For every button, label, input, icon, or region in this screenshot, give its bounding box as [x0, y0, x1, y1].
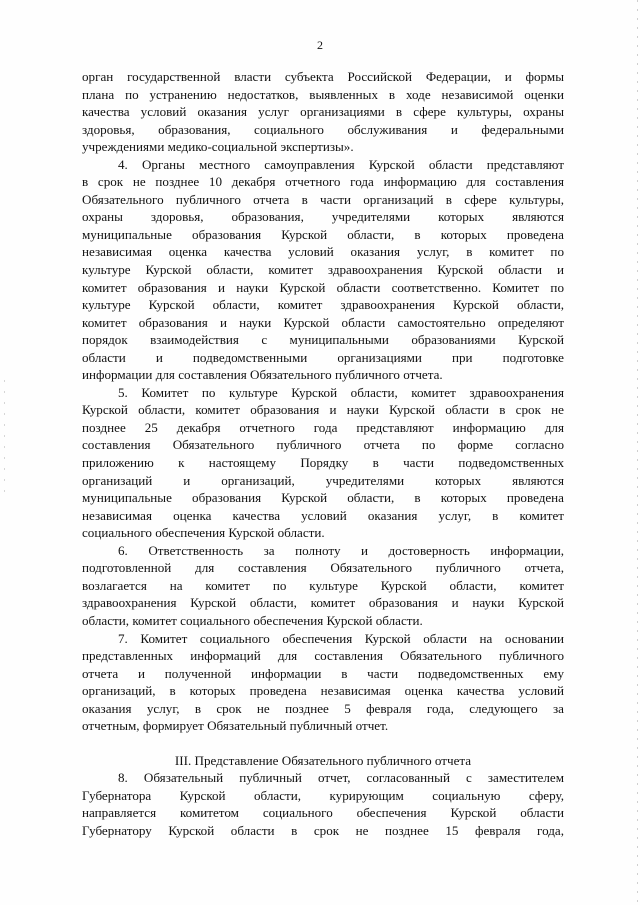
text-line: организаций и организаций, учредителями которых являются: [82, 472, 564, 488]
scan-edge-left: [4, 380, 5, 500]
text-line: приложению к настоящему Порядку в части подведомственных: [82, 455, 564, 471]
text-line: отчетным, формирует Обязательный публичный отчет.: [82, 718, 389, 734]
paragraph-7: [82, 630, 564, 735]
text-line: в срок не позднее 10 декабря отчетного года информацию для составления: [82, 174, 564, 190]
text-line: Курской области, комитет образования и науки Курской области в срок не: [82, 402, 564, 418]
text-line: 7. Комитет социального обеспечения Курской области на основании: [118, 630, 564, 646]
text-line: учреждениями медико-социальной экспертизы».: [82, 139, 354, 155]
text-line: 8. Обязательный публичный отчет, согласованный с заместителем: [118, 770, 564, 786]
paragraph-5: [82, 384, 564, 542]
text-line: комитет образования и науки Курской области соответственно. Комитет по: [82, 279, 564, 295]
text-line: организаций, в которых проведена независимая оценка качества условий: [82, 683, 564, 699]
section-heading: III. Представление Обязательного публичного отчета: [174, 752, 472, 768]
text-line: оказания услуг, в срок не позднее 5 февраля года, следующего за: [82, 700, 564, 716]
text-line: муниципальные образования Курской области, в которых проведена: [82, 490, 564, 506]
text-line: независимая оценка качества условий оказания услуг, в комитет: [82, 507, 564, 523]
text-line: направляется комитетом социального обеспечения Курской области: [82, 805, 564, 821]
text-line: орган государственной власти субъекта Российской Федерации, и формы: [82, 69, 564, 84]
text-line: качества условий оказания услуг организациями в сфере культуры, охраны: [82, 104, 564, 120]
text-line: отчета и полученной информации в части подведомственных ему: [82, 665, 564, 681]
text-line: 5. Комитет по культуре Курской области, комитет здравоохранения: [118, 384, 564, 400]
paragraph-6: [82, 542, 564, 630]
text-line: представленных информаций для составления Обязательного публичного: [82, 648, 564, 664]
text-line: Обязательного публичного отчета в части организаций в сфере культуры,: [82, 191, 564, 207]
text-line: культуре Курской области, комитет здравоохранения Курской области,: [82, 297, 564, 313]
section-spacer: [82, 735, 564, 752]
text-line: подготовленной для составления Обязательного публичного отчета,: [82, 560, 564, 576]
text-line: 6. Ответственность за полноту и достоверность информации,: [118, 542, 564, 558]
scan-edge-right: [637, 0, 638, 905]
text-line: области, комитет социального обеспечения Курской области.: [82, 612, 423, 628]
text-line: Губернатора Курской области, курирующим социальную сферу,: [82, 787, 564, 803]
paragraph-4: [82, 156, 564, 384]
text-line: охраны здоровья, образования, учредителями которых являются: [82, 209, 564, 225]
text-line: здравоохранения Курской области, комитет образования и науки Курской: [82, 595, 564, 611]
text-line: комитет образования и науки Курской области самостоятельно определяют: [82, 314, 564, 330]
text-line: информации для составления Обязательного публичного отчета.: [82, 367, 443, 383]
text-line: плана по устранению недостатков, выявленных в ходе независимой оценки: [82, 86, 564, 102]
text-line: порядок взаимодействия с муниципальными образованиями Курской: [82, 332, 564, 348]
page-number: 2: [317, 38, 323, 52]
text-line: Губернатору Курской области в срок не позднее 15 февраля года,: [82, 822, 564, 838]
text-line: возлагается на комитет по культуре Курской области, комитет: [82, 577, 564, 593]
document-body: [82, 68, 564, 840]
text-line: независимая оценка качества условий оказания услуг, в комитет по: [82, 244, 564, 260]
paragraph-continuation: [82, 68, 564, 156]
text-line: социального обеспечения Курской области.: [82, 525, 325, 541]
text-line: позднее 25 декабря отчетного года представляют информацию для: [82, 419, 564, 435]
text-line: культуре Курской области, комитет здравоохранения Курской области и: [82, 262, 564, 278]
paragraph-8: [82, 769, 564, 839]
text-line: муниципальные образования Курской области, в которых проведена: [82, 226, 564, 242]
text-line: области и подведомственными организациями при подготовке: [82, 349, 564, 365]
text-line: составления Обязательного публичного отчета по форме согласно: [82, 437, 564, 453]
text-line: 4. Органы местного самоуправления Курской области представляют: [118, 156, 564, 172]
text-line: здоровья, образования, социального обслуживания и федеральными: [82, 121, 564, 137]
